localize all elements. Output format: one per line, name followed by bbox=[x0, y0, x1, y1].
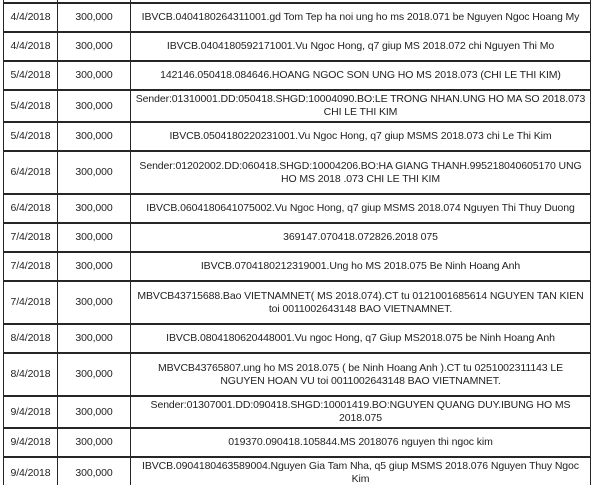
amount-cell: 300,000 bbox=[58, 223, 131, 252]
description-cell: IBVCB.0404180264311001.gd Tom Tep ha noi ung ho ms 2018.071 be Nguyen Ngoc Hoang My bbox=[131, 3, 591, 32]
description-cell: 019370.090418.105844.MS 2018076 nguyen thi ngoc kim bbox=[131, 428, 591, 457]
description-cell: IBVCB.0604180641075002.Vu Ngoc Hong, q7 giup MSMS 2018.074 Nguyen Thi Thuy Duong bbox=[131, 194, 591, 223]
description-cell: MBVCB43715688.Bao VIETNAMNET( MS 2018.074).CT tu 0121001685614 NGUYEN TAN KIEN toi 0011002643148 BAO VIETNAMNET. bbox=[131, 281, 591, 324]
amount-cell: 300,000 bbox=[58, 281, 131, 324]
date-cell: 9/4/2018 bbox=[4, 457, 58, 485]
table-row bbox=[4, 324, 591, 353]
amount-cell: 300,000 bbox=[58, 32, 131, 61]
table-row bbox=[4, 457, 591, 485]
description-cell: 142146.050418.084646.HOANG NGOC SON UNG HO MS 2018.073 (CHI LE THI KIM) bbox=[131, 61, 591, 90]
amount-cell: 300,000 bbox=[58, 457, 131, 485]
table-row bbox=[4, 428, 591, 457]
table-row bbox=[4, 122, 591, 151]
table-row bbox=[4, 396, 591, 428]
table-row bbox=[4, 223, 591, 252]
date-cell: 7/4/2018 bbox=[4, 223, 58, 252]
amount-cell: 300,000 bbox=[58, 61, 131, 90]
transactions-table bbox=[3, 0, 591, 485]
table-row bbox=[4, 32, 591, 61]
description-cell: Sender:01307001.DD:090418.SHGD:10001419.BO:NGUYEN QUANG DUY.IBUNG HO MS 2018.075 bbox=[131, 396, 591, 428]
table-row bbox=[4, 151, 591, 194]
transactions-table-body bbox=[4, 0, 591, 485]
date-cell: 4/4/2018 bbox=[4, 32, 58, 61]
amount-cell: 300,000 bbox=[58, 3, 131, 32]
table-row bbox=[4, 61, 591, 90]
description-cell: IBVCB.0504180220231001.Vu Ngoc Hong, q7 giup MSMS 2018.073 chi Le Thi Kim bbox=[131, 122, 591, 151]
date-cell: 8/4/2018 bbox=[4, 324, 58, 353]
description-cell: IBVCB.0704180212319001.Ung ho MS 2018.075 Be Ninh Hoang Anh bbox=[131, 252, 591, 281]
amount-cell: 300,000 bbox=[58, 428, 131, 457]
date-cell: 5/4/2018 bbox=[4, 122, 58, 151]
date-cell: 5/4/2018 bbox=[4, 61, 58, 90]
description-cell: Sender:01202002.DD:060418.SHGD:10004206.BO:HA GIANG THANH.995218040605170 UNG HO MS 2018 .073 CHI LE THI KIM bbox=[131, 151, 591, 194]
description-cell: MBVCB43765807.ung ho MS 2018.075 ( be Ninh Hoang Anh ).CT tu 0251002311143 LE NGUYEN HOAN VU toi 0011002643148 BAO VIETNAMNET. bbox=[131, 353, 591, 396]
date-cell: 4/4/2018 bbox=[4, 3, 58, 32]
table-row bbox=[4, 281, 591, 324]
date-cell: 6/4/2018 bbox=[4, 194, 58, 223]
amount-cell: 300,000 bbox=[58, 151, 131, 194]
date-cell: 9/4/2018 bbox=[4, 396, 58, 428]
table-row bbox=[4, 252, 591, 281]
amount-cell: 300,000 bbox=[58, 396, 131, 428]
description-cell: IBVCB.0904180463589004.Nguyen Gia Tam Nha, q5 giup MSMS 2018.076 Nguyen Thuy Ngoc Kim bbox=[131, 457, 591, 485]
date-cell: 7/4/2018 bbox=[4, 252, 58, 281]
amount-cell: 300,000 bbox=[58, 122, 131, 151]
description-cell: IBVCB.0404180592171001.Vu Ngoc Hong, q7 giup MS 2018.072 chi Nguyen Thi Mo bbox=[131, 32, 591, 61]
table-row bbox=[4, 90, 591, 122]
amount-cell: 300,000 bbox=[58, 90, 131, 122]
table-row bbox=[4, 353, 591, 396]
description-cell: 369147.070418.072826.2018 075 bbox=[131, 223, 591, 252]
table-row bbox=[4, 194, 591, 223]
amount-cell: 300,000 bbox=[58, 252, 131, 281]
date-cell: 8/4/2018 bbox=[4, 353, 58, 396]
date-cell: 6/4/2018 bbox=[4, 151, 58, 194]
table-row bbox=[4, 3, 591, 32]
description-cell: IBVCB.0804180620448001.Vu ngoc Hong, q7 Giup MS2018.075 be Ninh Hoang Anh bbox=[131, 324, 591, 353]
amount-cell: 300,000 bbox=[58, 353, 131, 396]
date-cell: 7/4/2018 bbox=[4, 281, 58, 324]
amount-cell: 300,000 bbox=[58, 324, 131, 353]
date-cell: 5/4/2018 bbox=[4, 90, 58, 122]
date-cell: 9/4/2018 bbox=[4, 428, 58, 457]
description-cell: Sender:01310001.DD:050418.SHGD:10004090.BO:LE TRONG NHAN.UNG HO MA SO 2018.073 CHI LE THI KIM bbox=[131, 90, 591, 122]
amount-cell: 300,000 bbox=[58, 194, 131, 223]
